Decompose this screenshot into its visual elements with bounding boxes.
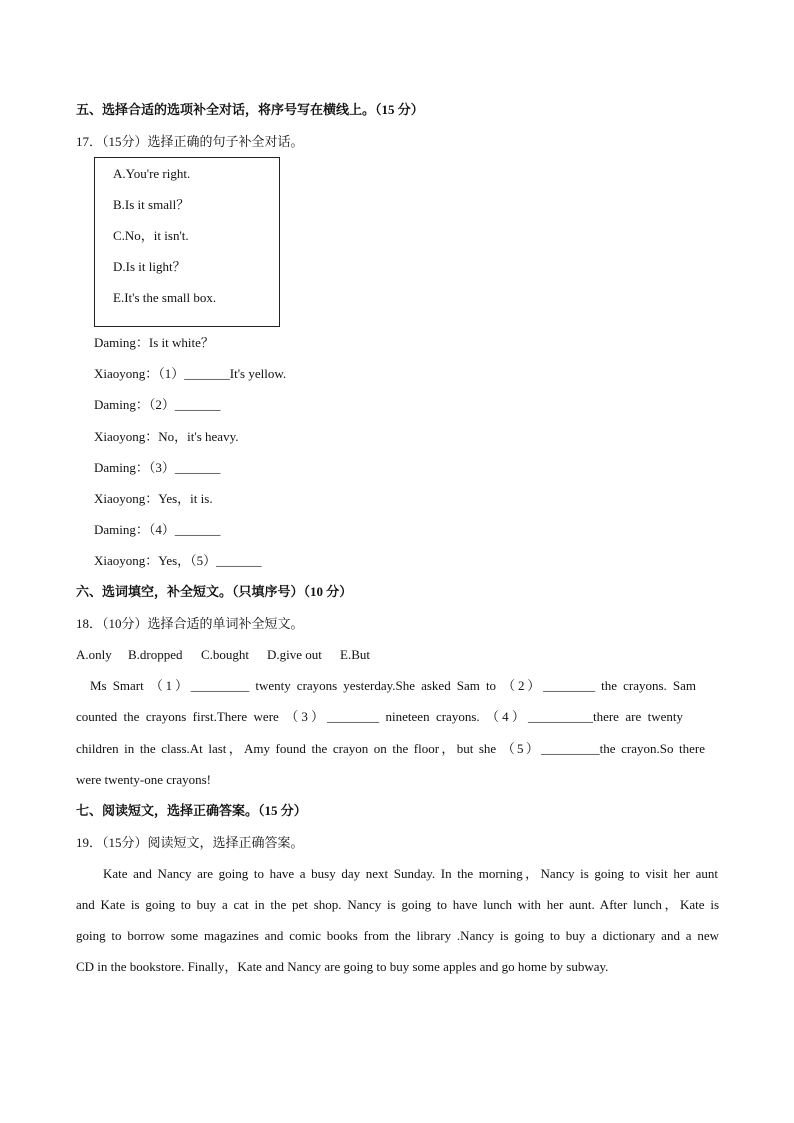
word-option-c: C.bought	[201, 647, 250, 662]
dialogue-line: Daming：（3）_______	[94, 460, 221, 475]
option-c: C.No，it isn't.	[113, 228, 189, 243]
option-e: E.It's the small box.	[113, 290, 217, 305]
question-17: 17．（15分）选择正确的句子补全对话。	[76, 134, 304, 149]
passage1-line: Ms Smart （1）_________ twenty crayons yesterday.She asked Sam to （2）________ the crayons. Sam	[90, 678, 696, 693]
passage1-line: counted the crayons first.There were （3）________ nineteen crayons. （4）__________there are twenty	[76, 709, 683, 724]
dialogue-line: Xiaoyong：No，it's heavy.	[94, 429, 239, 444]
passage1-line: were twenty-one crayons!	[76, 772, 211, 787]
dialogue-line: Daming：Is it white？	[94, 335, 214, 350]
option-b: B.Is it small？	[113, 197, 190, 212]
option-a: A.You're right.	[113, 166, 191, 181]
section6-heading: 六、选词填空，补全短文。（只填序号）（10 分）	[76, 584, 353, 599]
dialogue-line: Xiaoyong：（1）_______It's yellow.	[94, 366, 287, 381]
word-option-a: A.only	[76, 647, 112, 662]
section7-heading: 七、阅读短文，选择正确答案。（15 分）	[76, 803, 307, 818]
passage2-line: going to borrow some magazines and comic books from the library .Nancy is going to buy a dictionary and a new	[76, 928, 719, 943]
dialogue-line: Xiaoyong：Yes，（5）_______	[94, 553, 262, 568]
dialogue-line: Daming：（4）_______	[94, 522, 221, 537]
passage2-line: and Kate is going to buy a cat in the pet shop. Nancy is going to have lunch with her aunt. After lunch，Kate is	[76, 897, 719, 912]
question-18: 18．（10分）选择合适的单词补全短文。	[76, 616, 304, 631]
section5-heading: 五、选择合适的选项补全对话，将序号写在横线上。（15 分）	[76, 102, 424, 117]
option-d: D.Is it light？	[113, 259, 186, 274]
dialogue-line: Xiaoyong：Yes，it is.	[94, 491, 213, 506]
dialogue-line: Daming：（2）_______	[94, 397, 221, 412]
word-option-d: D.give out	[267, 647, 322, 662]
passage1-line: children in the class.At last，Amy found the crayon on the floor，but she （5）_________the crayon.So there	[76, 741, 705, 756]
word-option-b: B.dropped	[128, 647, 183, 662]
passage2-line: CD in the bookstore. Finally，Kate and Nancy are going to buy some apples and go home by subway.	[76, 959, 609, 974]
passage2-line: Kate and Nancy are going to have a busy day next Sunday. In the morning，Nancy is going to visit her aunt	[103, 866, 718, 881]
word-option-e: E.But	[340, 647, 370, 662]
question-19: 19．（15分）阅读短文，选择正确答案。	[76, 835, 304, 850]
